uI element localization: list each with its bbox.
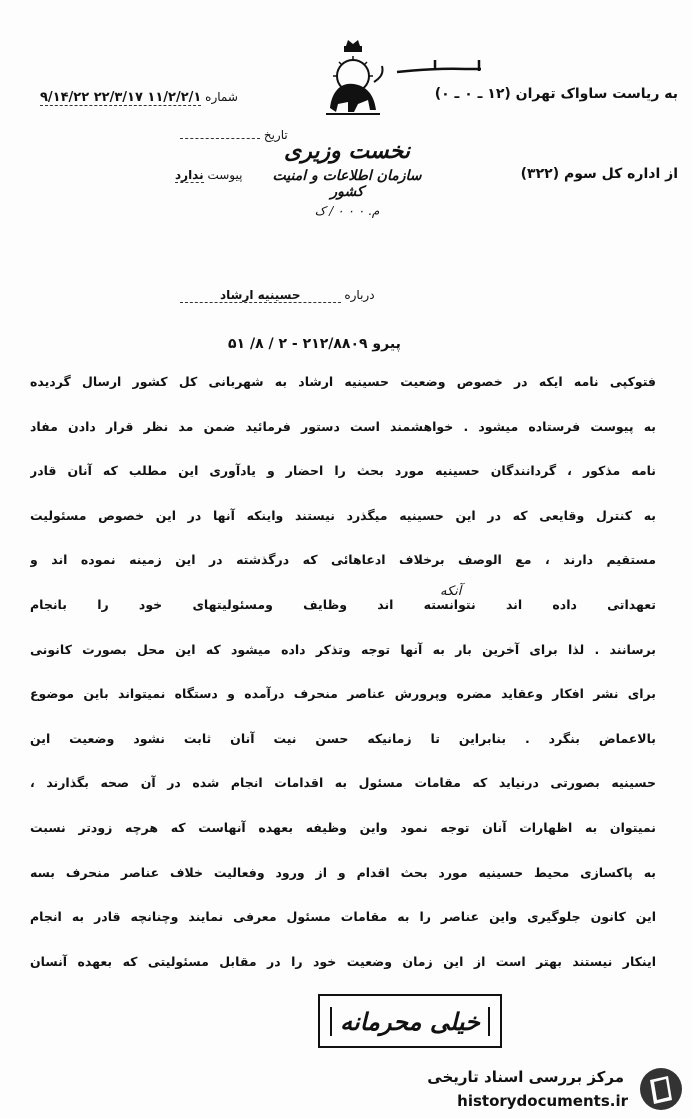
number-label: شماره — [205, 90, 238, 104]
attachment-value: ندارد — [175, 168, 204, 182]
body-line: بالاعماض بنگرد . بنابراین تا زمانیکه حسن نیت آنان ثابت نشود وضعیت این — [30, 730, 656, 746]
org-line-prime-ministry: نخست وزیری — [284, 138, 410, 164]
body-line: برسانند . لذا برای آخرین بار به آنها توجه وتذکر داده میشود که این محل بصورت کانونی — [30, 641, 656, 657]
organization-heading — [262, 138, 432, 218]
reference-line: پیرو ۲۱۲/۸۸۰۹ - ۲ / ۸/ ۵۱ — [228, 336, 401, 352]
body-line: نامه مذکور ، گردانندگان حسینیه مورد بحث را احضار و یادآوری این مطلب که آنان قادر — [30, 463, 656, 479]
body-line: مستقیم دارند ، مع الوصف برخلاف ادعاهائی که درگذشته در این زمینه نموده اند و — [30, 552, 656, 568]
date-dots — [180, 138, 260, 139]
number-value: ۱۱/۲/۲/۱ ۲۲/۳/۱۷ ۹/۱۴/۲۲ — [40, 90, 202, 105]
body-line: به پیوست فرستاده میشود . خواهشمند است دستور فرمائید ضمن مد نظر قرار دادن مفاد — [30, 418, 656, 434]
archive-logo-icon — [638, 1066, 684, 1112]
body-line: به کنترل وقایعی که در این حسینیه میگذرد نیستند واینکه آنها در این خصوص مسئولیت — [30, 507, 656, 523]
org-line-code: م. ۰ ۰ ۰ / ک — [314, 204, 380, 218]
body-line: تعهداتی داده اند نتوانسته اند وظایف ومسئولیتهای خود را بانجام — [30, 596, 656, 612]
body-line: حسینیه بصورتی درنیاید که مقامات مسئول به اقدامات انجام شده در آن صحه بگذارند ، — [30, 775, 656, 791]
attachment-field — [175, 168, 242, 183]
handwritten-scrawl — [395, 56, 485, 80]
stamp-text: خیلی محرمانه — [330, 1007, 490, 1036]
date-label: تاریخ — [263, 128, 288, 142]
subject-label: درباره — [344, 288, 375, 302]
confidential-stamp — [318, 994, 502, 1048]
number-field — [40, 90, 238, 106]
watermark-name: مرکز بررسی اسناد تاریخی — [427, 1068, 624, 1086]
lion-and-sun-emblem — [318, 38, 388, 128]
sender-line: از اداره کل سوم (۳۲۲) — [520, 166, 678, 182]
handwritten-insert: آنکه — [440, 584, 462, 599]
subject-line — [180, 288, 375, 303]
body-line: فتوکپی نامه ایکه در خصوص وضعیت حسینیه ارشاد به شهربانی کل کشور ارسال گردیده — [30, 374, 656, 389]
watermark-site: historydocuments.ir — [457, 1092, 628, 1110]
org-line-savak: سازمان اطلاعات و امنیت کشور — [272, 168, 422, 200]
attachment-label: پیوست — [207, 168, 243, 182]
body-line: نمیتوان به اظهارات آنان توجه نمود واین وظیفه بعهده آنهاست که هرچه زودتر نسبت — [30, 819, 656, 835]
letter-body — [30, 372, 656, 996]
body-line: به پاکسازی محیط حسینیه مورد بحث اقدام و از ورود وفعالیت خلاف عناصر منحرف بسه — [30, 864, 656, 880]
recipient-line: به ریاست ساواک تهران (۱۲ ـ ۰ ـ ۰) — [434, 86, 678, 102]
body-line: برای نشر افکار وعقاید مضره وپرورش عناصر منحرف درآمده و دستگاه نمیتواند باین موضوع — [30, 686, 656, 702]
body-line: اینکار نیستند بهتر است از این زمان وضعیت خود را در مقابل مسئولیتی که بعهده آنسان — [30, 953, 656, 969]
body-line: این کانون جلوگیری واین عناصر را به مقامات مسئول معرفی نمایند وچنانچه قادر به انجام — [30, 909, 656, 925]
subject-value: حسینیه ارشاد — [180, 288, 341, 303]
archive-watermark — [404, 1064, 686, 1114]
